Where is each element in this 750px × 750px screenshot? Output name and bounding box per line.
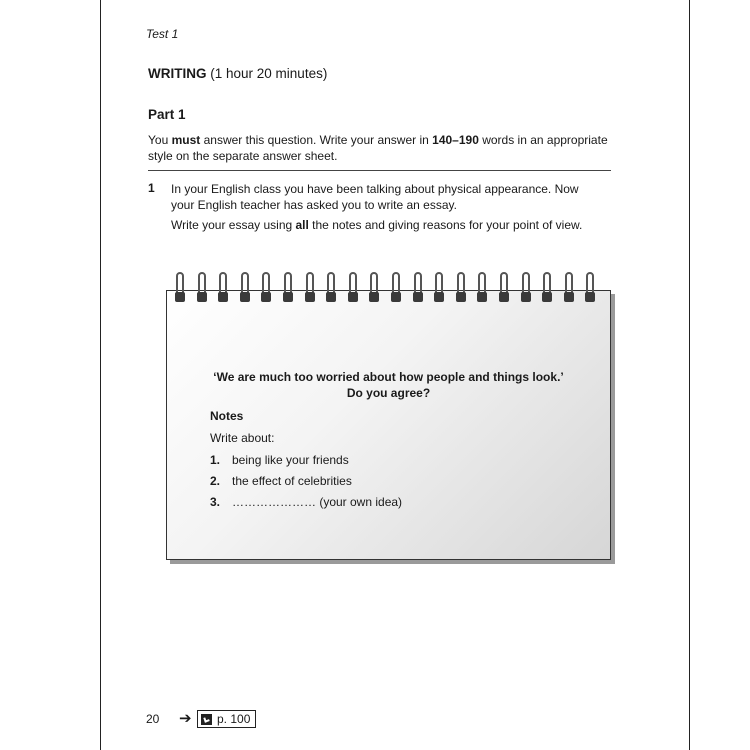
notes-intro: Write about: [210,431,275,445]
spiral-ring-icon [519,272,535,304]
essay-prompt [167,369,610,401]
page-reference [197,710,256,728]
spiral-ring-icon [303,272,319,304]
page-reference-label: p. 100 [217,712,251,726]
section-name: WRITING [148,66,207,81]
spiral-ring-icon [173,272,189,304]
spiral-ring-icon [238,272,254,304]
spiral-ring-icon [281,272,297,304]
spiral-ring-icon [259,272,275,304]
note-item: 2. the effect of celebrities [210,474,352,488]
divider [148,170,611,171]
part-title: Part 1 [148,107,186,122]
spiral-ring-icon [432,272,448,304]
spiral-ring-icon [497,272,513,304]
question-text: In your English class you have been talking about physical appearance. Now your English teacher has asked you to write an essay. [171,182,579,212]
document-page [100,0,690,750]
spiral-ring-icon [475,272,491,304]
spiral-ring-icon [367,272,383,304]
section-duration: (1 hour 20 minutes) [210,66,328,81]
spiral-ring-icon [346,272,362,304]
section-title [148,66,327,81]
page-number: 20 [146,712,160,726]
prompt-statement: ‘We are much too worried about how people and things look.’ [213,370,564,384]
spiral-ring-icon [583,272,599,304]
question-task: Write your essay using all the notes and giving reasons for your point of view. [171,218,583,232]
answer-key-icon [201,714,212,725]
spiral-ring-icon [195,272,211,304]
spiral-ring-icon [454,272,470,304]
spiral-ring-icon [389,272,405,304]
prompt-question: Do you agree? [346,386,431,400]
spiral-ring-icon [324,272,340,304]
note-item: 3. ………………… (your own idea) [210,495,403,509]
question-number: 1 [148,181,155,195]
notes-title: Notes [210,409,244,423]
spiral-ring-icon [562,272,578,304]
spiral-ring-icon [411,272,427,304]
spiral-ring-icon [540,272,556,304]
arrow-right-icon: ➔ [179,710,192,727]
part-instruction: You must answer this question. Write your answer in 140–190 words in an appropriate style on the separate answer sheet. [148,133,608,163]
spiral-binding [173,272,603,306]
note-item: 1. being like your friends [210,453,349,467]
spiral-ring-icon [216,272,232,304]
notepad [166,290,611,560]
test-label: Test 1 [146,27,179,41]
